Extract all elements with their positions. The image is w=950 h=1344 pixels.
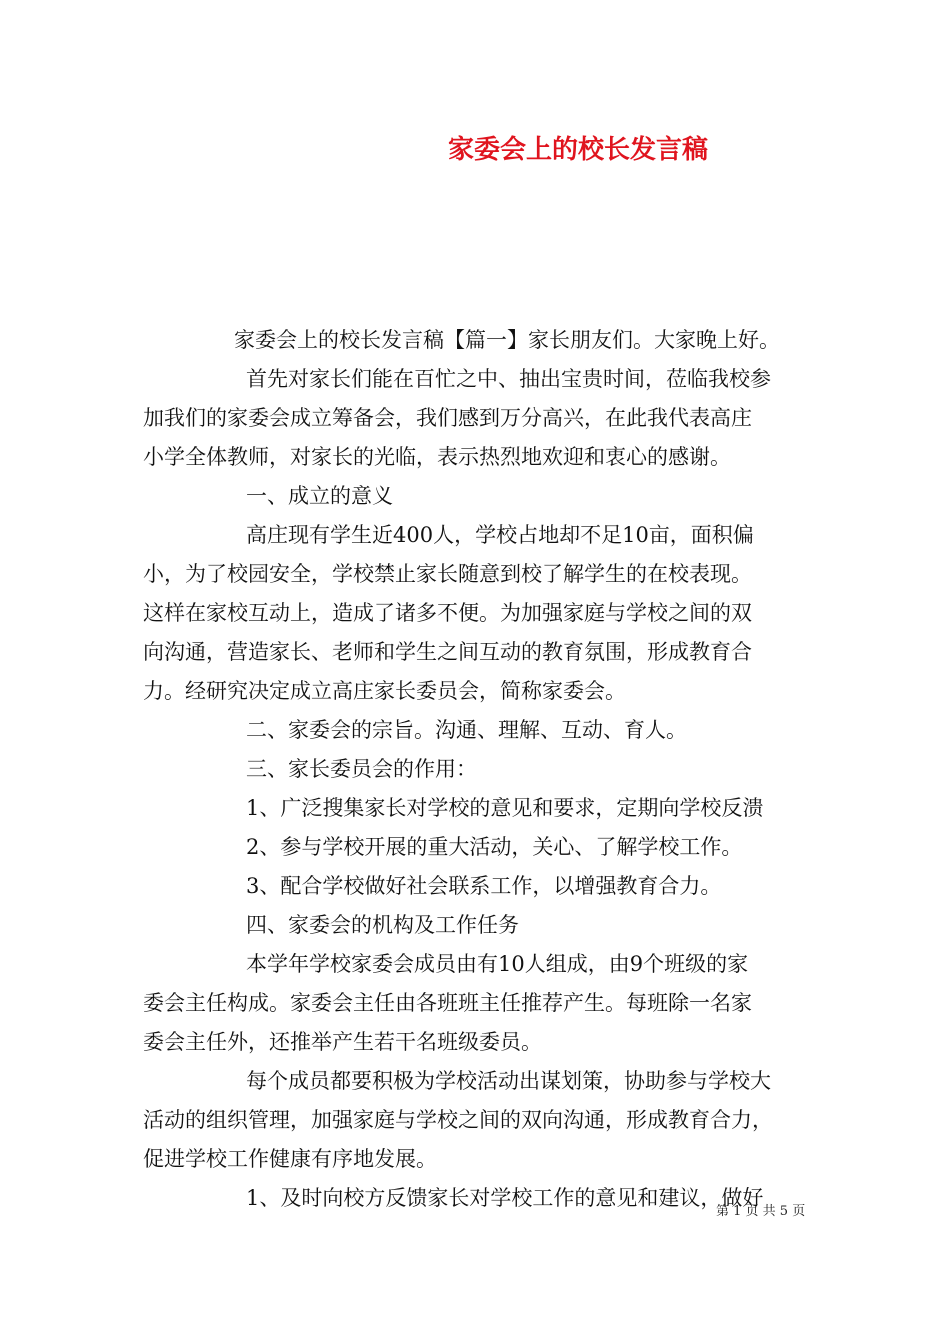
paragraph-line: 小，为了校园安全，学校禁止家长随意到校了解学生的在校表现。 [143, 562, 752, 586]
page-number: 第 1 页 共 5 页 [716, 1204, 806, 1219]
paragraph-line: 每个成员都要积极为学校活动出谋划策，协助参与学校大 [246, 1069, 771, 1093]
document-title: 家委会上的校长发言稿 [448, 135, 709, 165]
section-heading: 二、家委会的宗旨。沟通、理解、互动、育人。 [246, 718, 687, 742]
section-heading: 一、成立的意义 [246, 484, 393, 508]
paragraph-line: 委会主任外，还推举产生若干名班级委员。 [143, 1030, 542, 1054]
paragraph-line: 促进学校工作健康有序地发展。 [143, 1147, 437, 1171]
paragraph-line: 小学全体教师，对家长的光临，表示热烈地欢迎和衷心的感谢。 [143, 445, 731, 469]
paragraph-line: 首先对家长们能在百忙之中、抽出宝贵时间，莅临我校参 [246, 367, 771, 391]
paragraph-line: 1、及时向校方反馈家长对学校工作的意见和建议，做好 [246, 1186, 764, 1210]
section-heading: 三、家长委员会的作用： [246, 757, 477, 781]
paragraph-line: 家委会上的校长发言稿【篇一】家长朋友们。大家晚上好。 [234, 328, 780, 352]
paragraph-line: 这样在家校互动上，造成了诸多不便。为加强家庭与学校之间的双 [143, 601, 752, 625]
list-item: 2、参与学校开展的重大活动，关心、了解学校工作。 [246, 835, 743, 859]
paragraph-line: 本学年学校家委会成员由有10人组成，由9个班级的家 [246, 952, 749, 976]
paragraph-line: 向沟通，营造家长、老师和学生之间互动的教育氛围，形成教育合 [143, 640, 752, 664]
section-heading: 四、家委会的机构及工作任务 [246, 913, 519, 937]
list-item: 1、广泛搜集家长对学校的意见和要求，定期向学校反溃 [246, 796, 764, 820]
paragraph-line: 高庄现有学生近400人，学校占地却不足10亩，面积偏 [246, 523, 754, 547]
paragraph-line: 力。经研究决定成立高庄家长委员会，简称家委会。 [143, 679, 626, 703]
paragraph-line: 活动的组织管理，加强家庭与学校之间的双向沟通，形成教育合力， [143, 1108, 773, 1132]
list-item: 3、配合学校做好社会联系工作，以增强教育合力。 [246, 874, 722, 898]
paragraph-line: 委会主任构成。家委会主任由各班班主任推荐产生。每班除一名家 [143, 991, 752, 1015]
paragraph-line: 加我们的家委会成立筹备会，我们感到万分高兴，在此我代表高庄 [143, 406, 752, 430]
